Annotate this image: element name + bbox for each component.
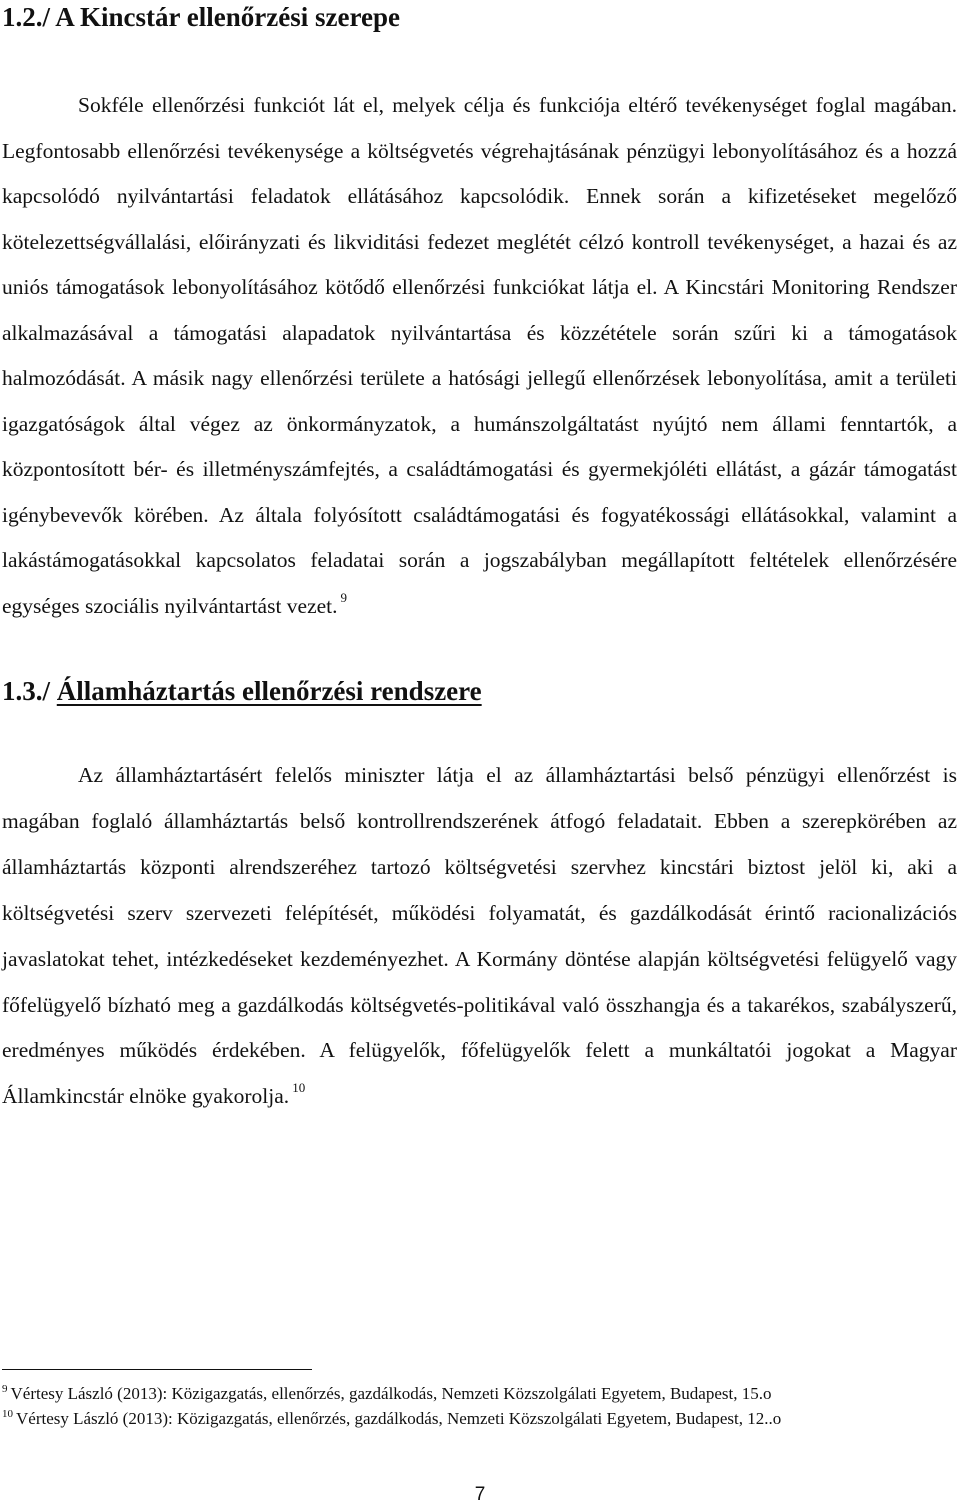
footnote bbox=[2, 1407, 957, 1430]
section-title: Államháztartás ellenőrzési rendszere bbox=[56, 676, 482, 706]
section-number: 1.3./ bbox=[2, 676, 51, 706]
footnote bbox=[2, 1382, 957, 1405]
section-heading-1-3 bbox=[2, 675, 957, 707]
footnote-separator bbox=[2, 1369, 312, 1370]
footnote-mark: 10 bbox=[2, 1408, 13, 1420]
paragraph-allamhaztartas bbox=[2, 753, 957, 1120]
footnote-text: Vértesy László (2013): Közigazgatás, ellenőrzés, gazdálkodás, Nemzeti Közszolgálati Egyetem, Budapest, 12..o bbox=[16, 1409, 782, 1428]
section-title: A Kincstár ellenőrzési szerepe bbox=[55, 2, 400, 32]
footnotes bbox=[2, 1369, 957, 1430]
page-content bbox=[2, 0, 957, 1120]
footnote-reference[interactable]: 10 bbox=[292, 1080, 306, 1096]
footnote-mark: 9 bbox=[2, 1383, 8, 1395]
section-number: 1.2./ bbox=[2, 2, 51, 32]
paragraph-text: Az államháztartásért felelős miniszter látja el az államháztartási belső pénzügyi ellenőrzést is magában foglaló államháztartás belső kontrollrendszerének átfogó feladatait. Ebben a szerepkörében az államháztartás központi alrendszeréhez tartozó költségvetési szervhez kincstári biztost jelöl ki, aki a költségvetési szerv szervezeti felépítését, működési folyamatát, és gazdálkodását érintő racionalizációs javaslatokat tehet, intézkedéseket kezdeményezhet. A Kormány döntése alapján költségvetési felügyelő vagy főfelügyelő bízható meg a gazdálkodás költségvetés-politikával való összhangja és a takarékos, szabályszerű, eredményes működés érdekében. A felügyelők, főfelügyelők felett a munkáltatói jogokat a Magyar Államkincstár elnöke gyakorolja. bbox=[2, 763, 957, 1109]
page-number: 7 bbox=[474, 1484, 486, 1505]
section-heading-1-2 bbox=[2, 0, 957, 33]
footnote-reference[interactable]: 9 bbox=[340, 589, 348, 605]
paragraph-text: Sokféle ellenőrzési funkciót lát el, melyek célja és funkciója eltérő tevékenységet foglal magában. Legfontosabb ellenőrzési tevékenysége a költségvetés végrehajtásának pénzügyi lebonyolításához és a hozzá kapcsolódó nyilvántartási feladatok ellátásához kapcsolódik. Ennek során a kifizetéseket megelőző kötelezettségvállalási, előirányzati és likviditási fedezet meglétét célzó kontroll tevékenységet, a hazai és az uniós támogatások lebonyolításához kötődő ellenőrzési funkciókat látja el. A Kincstári Monitoring Rendszer alkalmazásával a támogatási alapadatok nyilvántartása és közzététele során szűri ki a támogatások halmozódását. A másik nagy ellenőrzési területe a hatósági jellegű ellenőrzések lebonyolítása, amit a területi igazgatóságok által végez az önkormányzatok, a humánszolgáltatást nyújtó nem állami fenntartók, a központosított bér- és illetményszámfejtés, a családtámogatási és gyermekjóléti ellátást, a gázár támogatást igénybevevők körében. Az általa folyósított családtámogatási és fogyatékossági ellátásokkal, valamint a lakástámogatásokkal kapcsolatos feladatai során a jogszabályban megállapított feltételek ellenőrzésére egységes szociális nyilvántartást vezet. bbox=[2, 93, 957, 618]
paragraph-kincstar bbox=[2, 83, 957, 629]
footnote-text: Vértesy László (2013): Közigazgatás, ellenőrzés, gazdálkodás, Nemzeti Közszolgálati Egyetem, Budapest, 15.o bbox=[10, 1384, 772, 1403]
